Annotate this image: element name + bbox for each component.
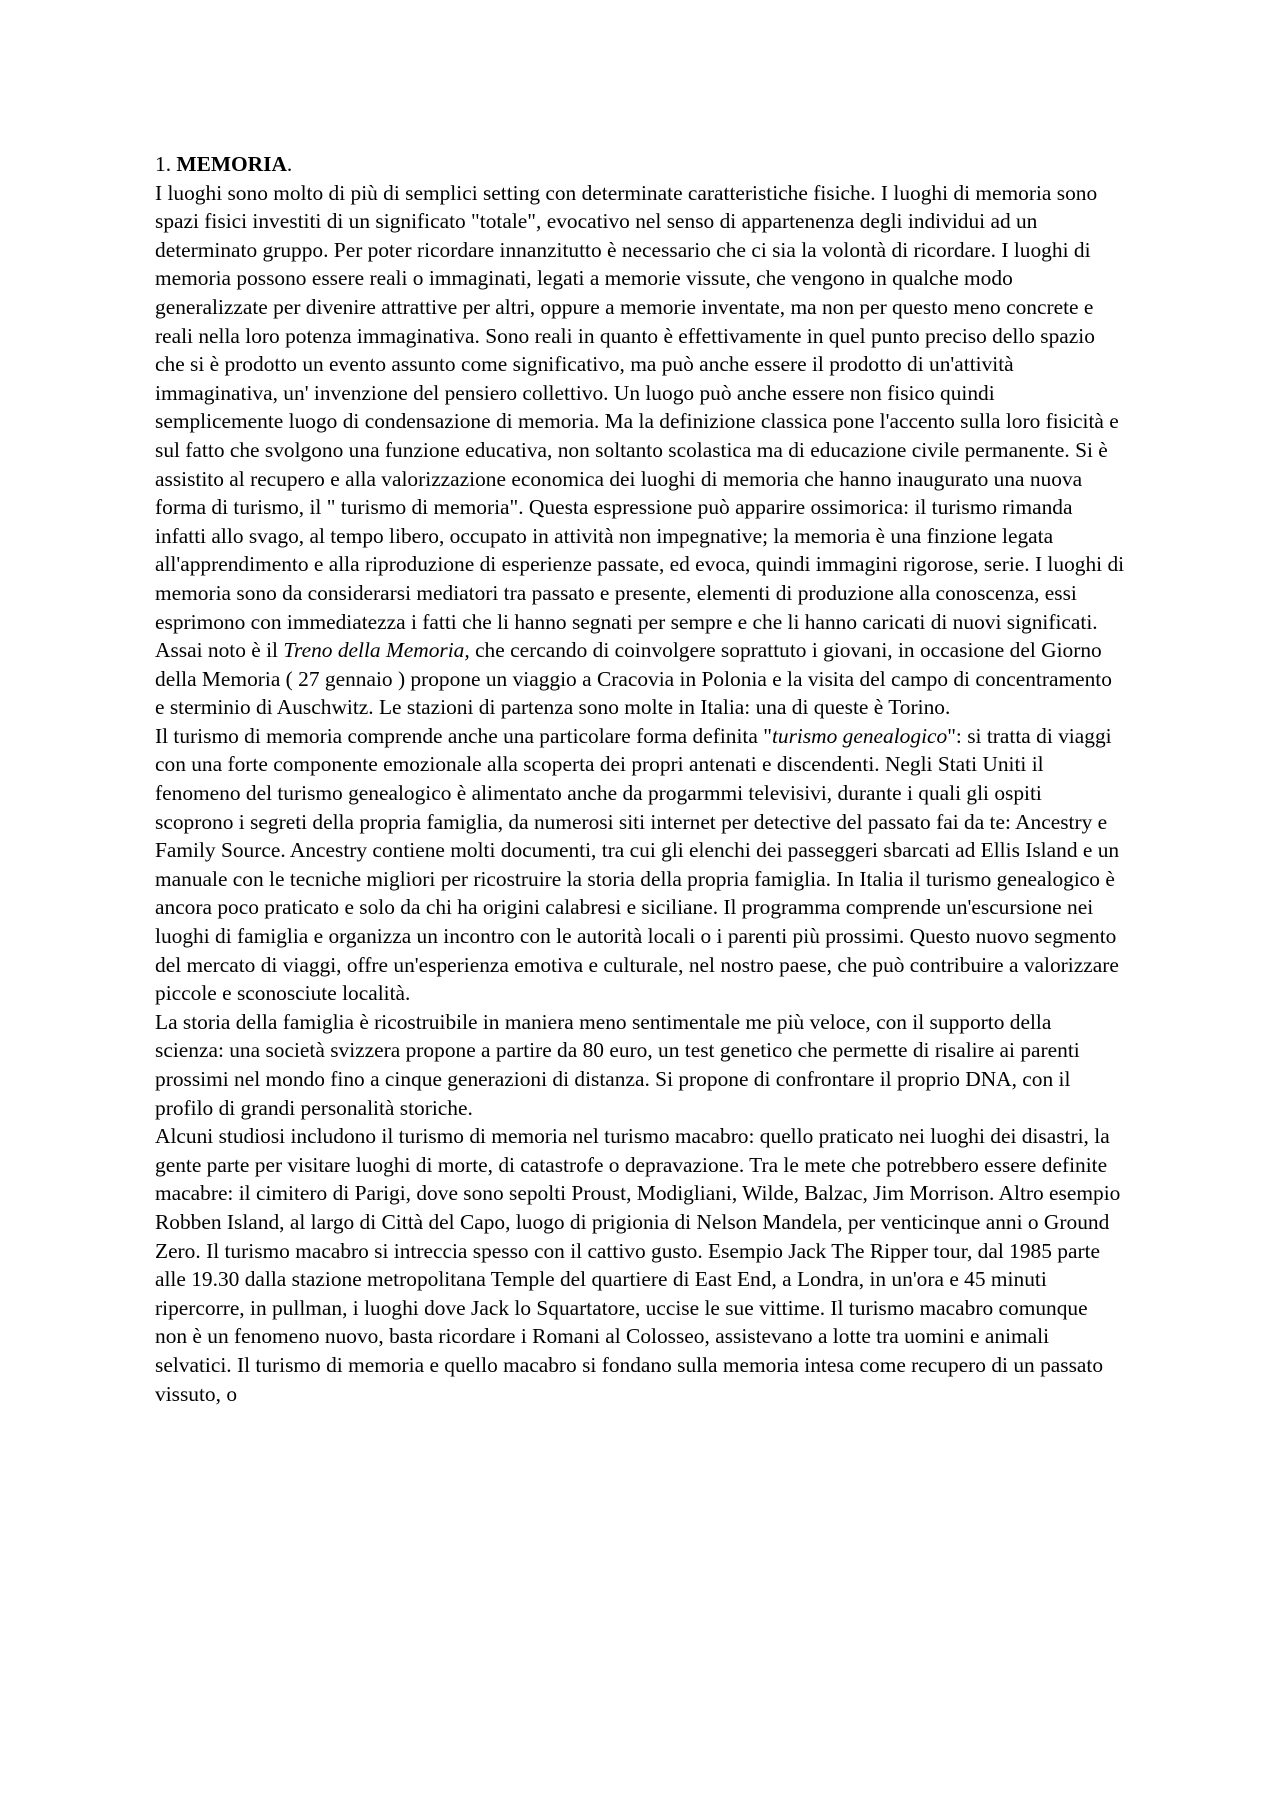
paragraph-1 (155, 179, 1125, 722)
paragraph-1-text-b: che cercando di coinvolgere soprattuto i giovani, in occasione del Giorno della Memoria ( 27 gennaio ) propone un viaggio a Cracovia in Polonia e la visita del campo di concentramento e sterminio di Auschwitz. Le stazioni di partenza sono molte in Italia: una di queste è Torino. (155, 638, 1112, 720)
paragraph-2-text-b: ": si tratta di viaggi con una forte componente emozionale alla scoperta dei propri antenati e discendenti. Negli Stati Uniti il fenomeno del turismo genealogico è alimentato anche da progarmmi televisivi, durante i quali gli ospiti scoprono i segreti della propria famiglia, da numerosi siti internet per detective del passato fai da te: Ancestry e Family Source. Ancestry contiene molti documenti, tra cui gli elenchi dei passeggeri sbarcati ad Ellis Island e un manuale con le tecniche migliori per ricostruire la storia della propria famiglia. In Italia il turismo genealogico è ancora poco praticato e solo da chi ha origini calabresi e siciliane. Il programma comprende un'escursione nei luoghi di famiglia e organizza un incontro con le autorità locali o i parenti più prossimi. Questo nuovo segmento del mercato di viaggi, offre un'esperienza emotiva e culturale, nel nostro paese, che può contribuire a valorizzare piccole e sconosciute località. (155, 723, 1120, 1006)
paragraph-2-italic: turismo genealogico (771, 723, 948, 748)
paragraph-1-text-a: I luoghi sono molto di più di semplici setting con determinate caratteristiche fisiche. I luoghi di memoria sono spazi fisici investiti di un significato "totale", evocativo nel senso di appartenenza degli individui ad un determinato gruppo. Per poter ricordare innanzitutto è necessario che ci sia la volontà di ricordare. I luoghi di memoria possono essere reali o immaginati, legati a memorie vissute, che vengono in qualche modo generalizzate per divenire attrattive per altri, oppure a memorie inventate, ma non per questo meno concrete e reali nella loro potenza immaginativa. Sono reali in quanto è effettivamente in quel punto preciso dello spazio che si è prodotto un evento assunto come significativo, ma può anche essere il prodotto di un'attività immaginativa, un' invenzione del pensiero collettivo. Un luogo può anche essere non fisico quindi semplicemente luogo di condensazione di memoria. Ma la definizione classica pone l'accento sulla loro fisicità e sul fatto che svolgono una funzione educativa, non soltanto scolastica ma di educazione civile permanente. Si è assistito al recupero e alla valorizzazione economica dei luoghi di memoria che hanno inaugurato una nuova forma di turismo, il " turismo di memoria". Questa espressione può apparire ossimorica: il turismo rimanda infatti allo svago, al tempo libero, occupato in attività non impegnative; la memoria è una finzione legata all'apprendimento e alla riproduzione di esperienze passate, ed evoca, quindi immagini rigorose, serie. I luoghi di memoria sono da considerarsi mediatori tra passato e presente, elementi di produzione alla conoscenza, essi esprimono con immediatezza i fatti che li hanno segnati per sempre e che li hanno caricati di nuovi significati. Assai noto è il (155, 180, 1125, 663)
document-page (155, 150, 1125, 1408)
section-heading (155, 150, 1125, 179)
paragraph-2-text-a: Il turismo di memoria comprende anche una particolare forma definita " (155, 723, 772, 748)
paragraph-4: Alcuni studiosi includono il turismo di memoria nel turismo macabro: quello praticato nei luoghi dei disastri, la gente parte per visitare luoghi di morte, di catastrofe o depravazione. Tra le mete che potrebbero essere definite macabre: il cimitero di Parigi, dove sono sepolti Proust, Modigliani, Wilde, Balzac, Jim Morrison. Altro esempio Robben Island, al largo di Città del Capo, luogo di prigionia di Nelson Mandela, per venticinque anni o Ground Zero. Il turismo macabro si intreccia spesso con il cattivo gusto. Esempio Jack The Ripper tour, dal 1985 parte alle 19.30 dalla stazione metropolitana Temple del quartiere di East End, a Londra, in un'ora e 45 minuti ripercorre, in pullman, i luoghi dove Jack lo Squartatore, uccise le sue vittime. Il turismo macabro comunque non è un fenomeno nuovo, basta ricordare i Romani al Colosseo, assistevano a lotte tra uomini e animali selvatici. Il turismo di memoria e quello macabro si fondano sulla memoria intesa come recupero di un passato vissuto, o (155, 1124, 1121, 1406)
heading-number: 1. (155, 152, 177, 176)
heading-title: MEMORIA (176, 152, 287, 176)
paragraph-2 (155, 722, 1125, 1008)
heading-suffix: . (286, 152, 293, 176)
paragraph-3: La storia della famiglia è ricostruibile in maniera meno sentimentale me più veloce, con il supporto della scienza: una società svizzera propone a partire da 80 euro, un test genetico che permette di risalire ai parenti prossimi nel mondo fino a cinque generazioni di distanza. Si propone di confrontare il proprio DNA, con il profilo di grandi personalità storiche. (155, 1009, 1080, 1120)
paragraph-1-italic: Treno della Memoria, (283, 638, 470, 663)
